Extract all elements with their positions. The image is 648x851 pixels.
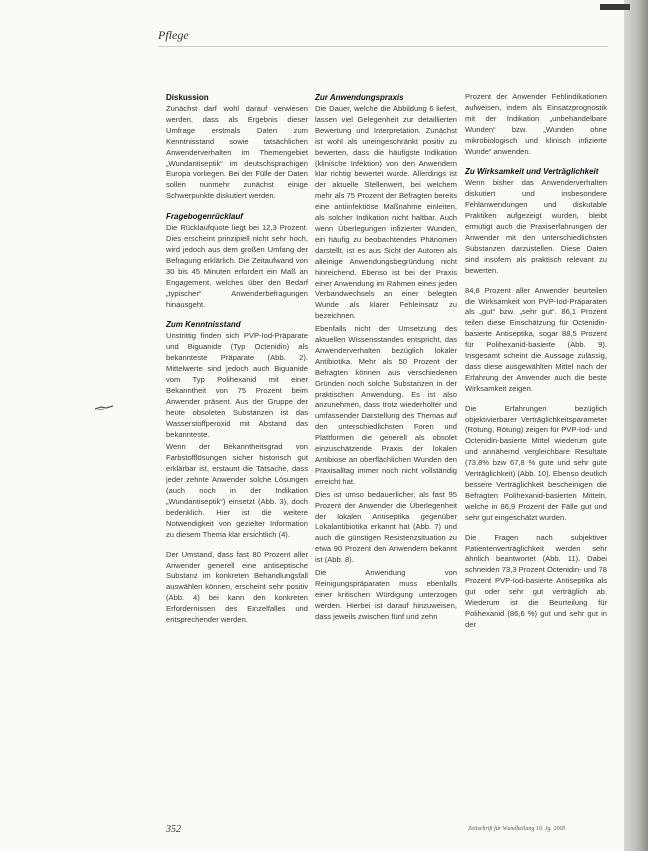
text-column-2 [315,92,457,632]
text-column-3 [465,92,607,640]
paragraph: Zunächst darf wohl darauf verwiesen werden, dass als Ergebnis dieser Umfrage erstmals Daten zum Kenntnisstand sowie tatsächlichen Anwenderverhalten im Themengebiet „Wundantiseptik“ im deutschsprachigen Europa vorliegen. Bei der Fülle der Daten sollen nunmehr zunächst einige Schwerpunkte diskutiert werden. [166,104,308,201]
header-rule [158,46,608,47]
paragraph: 84,8 Prozent aller Anwender beurteilen die Wirksamkeit von PVP-Iod-Präparaten als „gut“ bzw. „sehr gut“. 86,1 Prozent teilen diese Einschätzung für Octenidin-basierte Antiseptika, sogar 88,5 Prozent für Polihexanid-basierte (Abb. 9). Insgesamt scheint die Aussage zulässig, dass diese ausgewählten Mittel nach der Erfahrung der Anwender auch die beste Wirksamkeit zeigen. [465,285,607,393]
heading-diskussion: Diskussion [166,93,209,102]
paragraph: Die Rücklaufquote liegt bei 12,3 Prozent. Dies erscheint prinzipiell nicht sehr hoch, wird jedoch aus dem großen Umfang der Befragung erklärlich. Die Zeitaufwand von 30 bis 45 Minuten erfordert ein Maß an Engagement, welches über den Bedarf „typischer“ Anwenderbefragungen hinausgeht. [166,223,308,309]
paragraph: Unstrittig finden sich PVP-Iod-Präparate und Biguanide (Typ Octenidin) als bekannteste Präparate (Abb. 2). Mittelwerte sind jedoch auch Biguanide vom Typ Polihexanid mit einer Bekanntheit von 75 Prozent beim Anwender präsent. Aus der Gruppe der heute obsoleten Substanzen ist das Wasserstoffperoxid mit Abstand das bekannteste. [166,331,308,439]
section-header: Pflege [158,28,189,42]
paragraph: Wenn bisher das Anwenderverhalten diskutiert und insbesondere Fehlanwendungen und diskutable Praktiken aufgezeigt wurden, bleibt ermutigt auch die Praxiserfahrungen der Anwender mit den unterschiedlichsten Substanzen darzustellen. Diese Daten sind insofern als praktisch relevant zu bewerten. [465,178,607,275]
paragraph: Die Fragen nach subjektiver Patientenverträglichkeit werden sehr ähnlich beantwortet (Abb. 11). Dabei schneiden 73,3 Prozent Octenidin- und 78 Prozent PVP-Iod-basierte Antiseptika als gut oder sehr gut verträglich ab. Wiederum ist die Beurteilung für Polihexanid (86,6 %) gut und sehr gut in der [465,532,607,629]
paragraph: Der Umstand, dass fast 80 Prozent aller Anwender generell eine antiseptische Substanz im konkreten Behandlungsfall auswählen können, erscheint sehr positiv (Abb. 4) bei kann den konkreten Erfordernissen des Einzelfalles und entsprechender werden. [166,549,308,625]
text-column-1 [166,92,308,635]
paragraph: Die Anwendung von Reinigungspräparaten muss ebenfalls einer kritischen Würdigung unterzogen werden. Hierbei ist darauf hinzuweisen, dass jeweils zwischen fünf und zehn [315,568,457,621]
journal-reference: Zeitschrift für Wundheilung 10. Jg. 2005 [468,826,566,832]
heading-fragebogenruecklauf: Fragebogenrücklauf [166,212,243,222]
paragraph: Die Erfahrungen bezüglich objektivierbarer Verträglichkeitsparameter (Rötung, Rötung) zeigen für PVP-Iod- und Octenidin-basierte Mittel wiederum gute und annähernd vergleichbare Resultate (73,8% bzw 67,8 % gute und sehr gute Verträglichkeit) (Abb. 10). Ebenso deutlich bessere Verträglichkeit bescheinigen die Befragten Polihexanid-basierten Mitteln, welche in 86,9 Prozent der Fälle gut und sehr gut eingeschätzt wurden. [465,403,607,522]
paragraph: Wenn der Bekanntheitsgrad von Farbstofflösungen sicher historisch gut erklärbar ist, erstaunt die Tatsache, dass jeder zehnte Anwender solche Lösungen (auch noch in der Indikation „Wundantiseptik“) einsetzt (Abb. 3), doch bedenklich. Hier ist die weitere Notwendigkeit von gezielter Information zu diesem Thema klar ersichtlich (4). [166,442,308,539]
scan-corner-mark [600,4,630,10]
scan-edge-shadow [624,0,648,851]
pencil-mark-icon [94,404,114,412]
paragraph: Dies ist umso bedauerlicher, als fast 95 Prozent der Anwender die Überlegenheit der lokalen Antiseptika gegenüber Lokalantibiotika erkannt hat (Abb. 7) und auch die günstigen Resistenzsituation zu etwa 90 Prozent den Anwendern bekannt ist (Abb. 8). [315,489,457,565]
heading-kenntnisstand: Zum Kenntnisstand [166,320,241,330]
paragraph: Die Dauer, welche die Abbildung 6 liefert, lassen viel Gelegenheit zur detaillierten Bewertung und Interpretation. Zunächst ist wohl als uneingeschränkt positiv zu bewerten, dass die häufigste Indikation (klinische Infektion) von den Anwendern klar richtig bewertet wurde. Allerdings ist der aktuelle Stellenwert, bei welchem mehr als 75 Prozent der Befragten bereits eine antiinfektiöse Maßnahme einleiten, als solcher Indikation nicht haltbar. Auch wenn Überlegungen infizierter Wunden, ein häufig zu beobachtendes Phänomen darstellt, ist es aus Sicht der Autoren als alleinige Anwendungsbegründung nicht hinreichend. Ebenso ist bei der Praxis einer Anwendung im Rahmen eines jeden Verbandwechsels an einer belegten Wunde als klarer Fehleinsatz zu bezeichnen. [315,104,457,321]
paragraph: Prozent der Anwender Fehlindikationen aufweisen, indem als Einsatzprognostik mit der Indikation „unbehandelbare Wunden“ bzw. „Wunden ohne mikrobiologisch und klinisch infizierte Wunde“ anwenden. [465,92,607,156]
paragraph: Ebenfalls nicht der Umsetzung des aktuellen Wissensstandes entspricht, das Anwenderverhalten bezüglich lokaler Antibiotika. Mehr als 50 Prozent der Befragten können aus verschiedenen Gründen noch solche Substanzen in der praktischen Anwendung. Es ist also anzunehmen, dass trotz wiederholter und umfassender Darstellung des Themas auf den unterschiedlichsten Foren und Plattformen die generell als obsolet einzuschätzende Praxis der lokalen Antibiose an oberflächlichen Wunden den Praxisalltag immer noch nicht vollständig erreicht hat. [315,324,457,486]
heading-wirksamkeit: Zu Wirksamkeit und Verträglichkeit [465,167,599,177]
page-number: 352 [166,824,181,835]
heading-anwendungspraxis: Zur Anwendungspraxis [315,93,404,102]
